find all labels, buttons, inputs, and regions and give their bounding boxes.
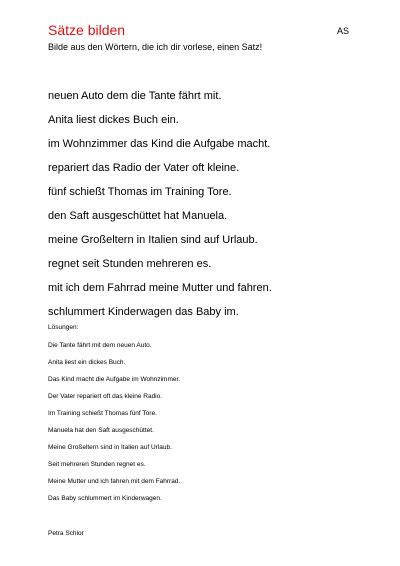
solution-item: Der Vater repariert oft das kleine Radio. <box>48 393 163 400</box>
exercise-item: meine Großeltern in Italien sind auf Urlaub. <box>48 234 258 246</box>
exercise-item: im Wohnzimmer das Kind die Aufgabe macht. <box>48 138 271 150</box>
solution-item: Meine Großeltern sind in Italien auf Urlaub. <box>48 444 172 451</box>
author-name: Petra Schlor <box>48 530 84 537</box>
solution-item: Im Training schießt Thomas fünf Tore. <box>48 410 157 417</box>
exercise-item: neuen Auto dem die Tante fährt mit. <box>48 90 222 102</box>
exercise-item: regnet seit Stunden mehreren es. <box>48 258 212 270</box>
solution-item: Anita liest ein dickes Buch. <box>48 359 126 366</box>
solutions-list <box>48 337 180 507</box>
exercise-item: schlummert Kinderwagen das Baby im. <box>48 306 239 318</box>
instruction-text: Bilde aus den Wörtern, die ich dir vorlese, einen Satz! <box>48 42 263 52</box>
solution-item: Das Baby schlummert im Kinderwagen. <box>48 495 162 502</box>
corner-label: AS <box>336 26 349 36</box>
solution-item: Manuela hat den Saft ausgeschüttet. <box>48 427 154 434</box>
exercise-item: fünf schießt Thomas im Training Tore. <box>48 186 232 198</box>
exercise-item: Anita liest dickes Buch ein. <box>48 114 179 126</box>
solution-item: Meine Mutter und ich fahren mit dem Fahrrad. <box>48 478 181 485</box>
exercise-item: den Saft ausgeschüttet hat Manuela. <box>48 210 228 222</box>
exercise-item: mit ich dem Fahrrad meine Mutter und fahren. <box>48 282 272 294</box>
exercise-list <box>48 84 272 324</box>
exercise-item: repariert das Radio der Vater oft kleine. <box>48 162 240 174</box>
solutions-heading: Lösungen: <box>48 324 79 331</box>
solution-item: Das Kind macht die Aufgabe im Wohnzimmer. <box>48 376 181 383</box>
solution-item: Die Tante fährt mit dem neuen Auto. <box>48 342 152 349</box>
solution-item: Seit mehreren Stunden regnet es. <box>48 461 146 468</box>
page-title: Sätze bilden <box>48 22 126 38</box>
